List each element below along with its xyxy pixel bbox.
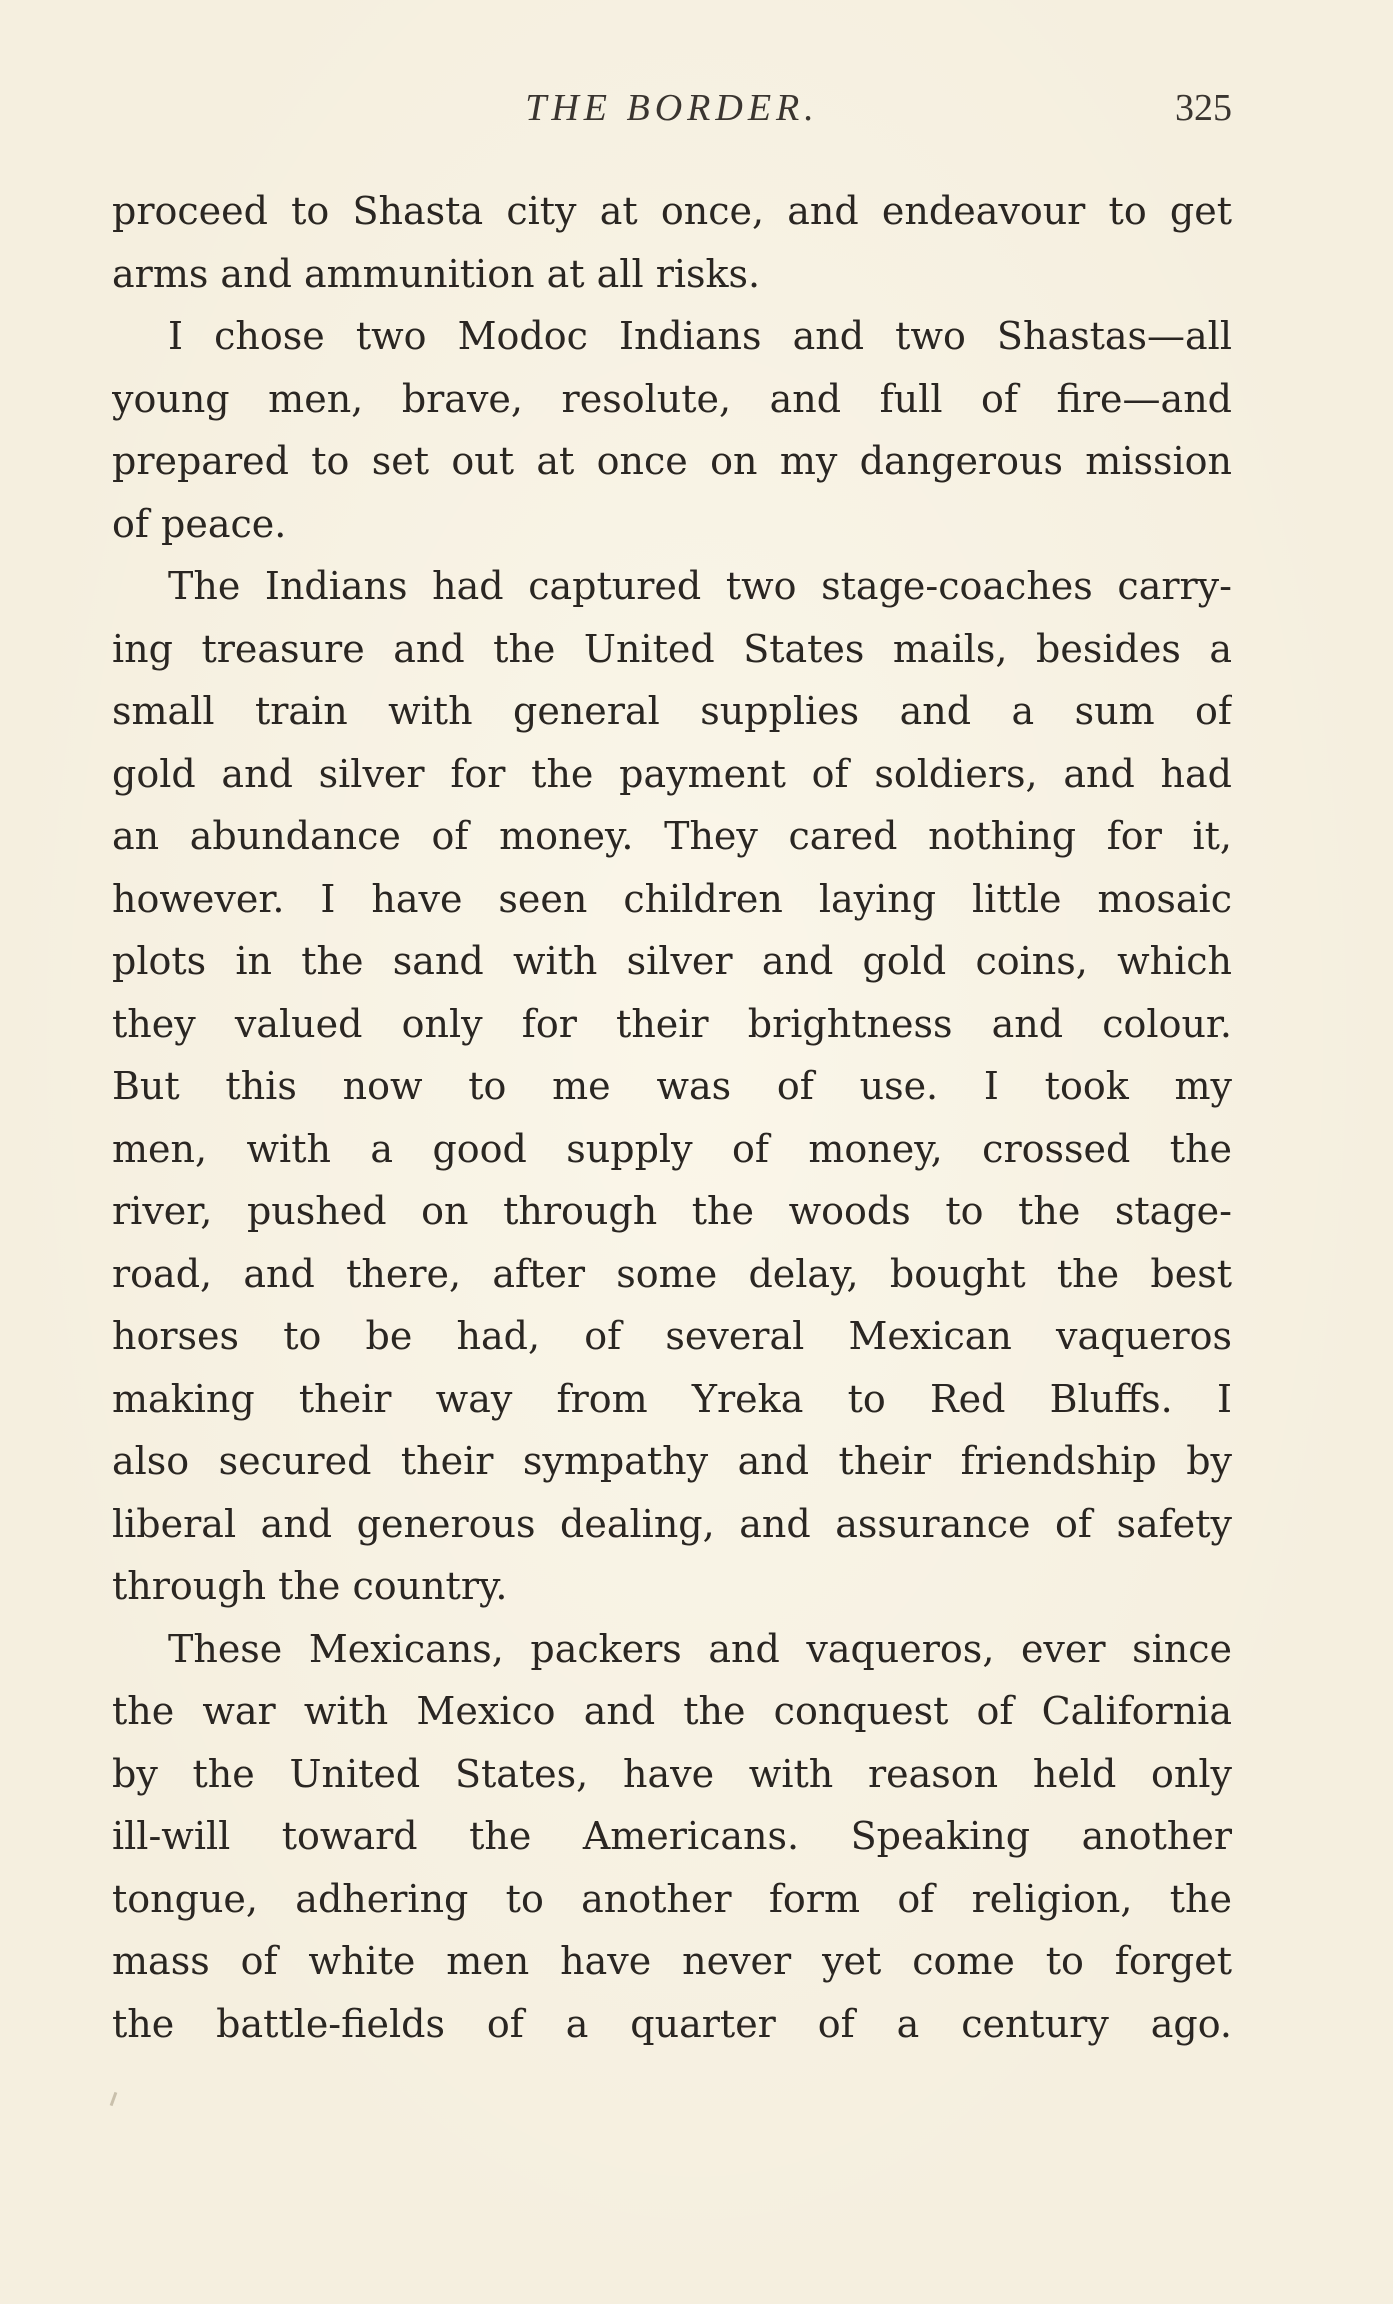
text-line: mass of white men have never yet come to forget: [112, 1939, 1232, 1983]
text-line: by the United States, have with reason held only: [112, 1751, 1232, 1796]
text-line: the battle-fields of a quarter of a century ago.: [112, 2001, 1232, 2046]
text-line: young men, brave, resolute, and full of fire—and: [112, 376, 1232, 421]
text-line: prepared to set out at once on my dangerous mission: [112, 439, 1232, 483]
text-line: small train with general supplies and a sum of: [112, 689, 1232, 733]
text-line: of peace.: [112, 501, 287, 546]
text-line: river, pushed on through the woods to the stage-: [112, 1189, 1232, 1233]
text-line: the war with Mexico and the conquest of California: [112, 1689, 1232, 1733]
text-line: road, and there, after some delay, bought the best: [112, 1251, 1232, 1296]
text-line: they valued only for their brightness and colour.: [112, 1001, 1232, 1046]
text-line: I chose two Modoc Indians and two Shastas—all: [168, 314, 1232, 358]
paper-blemish: [110, 2092, 118, 2106]
text-line: proceed to Shasta city at once, and endeavour to get: [112, 189, 1232, 233]
text-line: making their way from Yreka to Red Bluffs. I: [112, 1376, 1232, 1421]
text-line: The Indians had captured two stage-coaches carry-: [168, 564, 1232, 608]
text-line: But this now to me was of use. I took my: [112, 1064, 1232, 1108]
body-text: [112, 180, 1232, 2055]
running-title: THE BORDER.: [525, 87, 819, 129]
text-line: however. I have seen children laying little mosaic: [112, 876, 1232, 921]
text-line: ing treasure and the United States mails, besides a: [112, 626, 1232, 671]
text-line: an abundance of money. They cared nothing for it,: [112, 814, 1232, 858]
text-line: men, with a good supply of money, crossed the: [112, 1126, 1232, 1171]
text-line: also secured their sympathy and their friendship by: [112, 1439, 1232, 1483]
running-head: [112, 86, 1232, 136]
text-line: liberal and generous dealing, and assurance of safety: [112, 1501, 1232, 1546]
text-line: through the country.: [112, 1564, 508, 1608]
text-line: ill-will toward the Americans. Speaking another: [112, 1814, 1232, 1858]
text-line: arms and ammunition at all risks.: [112, 251, 761, 296]
text-line: horses to be had, of several Mexican vaqueros: [112, 1314, 1232, 1358]
text-line: These Mexicans, packers and vaqueros, ever since: [168, 1626, 1232, 1671]
text-line: plots in the sand with silver and gold coins, which: [112, 939, 1232, 983]
text-line: gold and silver for the payment of soldiers, and had: [112, 751, 1232, 796]
text-line: tongue, adhering to another form of religion, the: [112, 1876, 1232, 1921]
page-number: 325: [1175, 87, 1232, 129]
